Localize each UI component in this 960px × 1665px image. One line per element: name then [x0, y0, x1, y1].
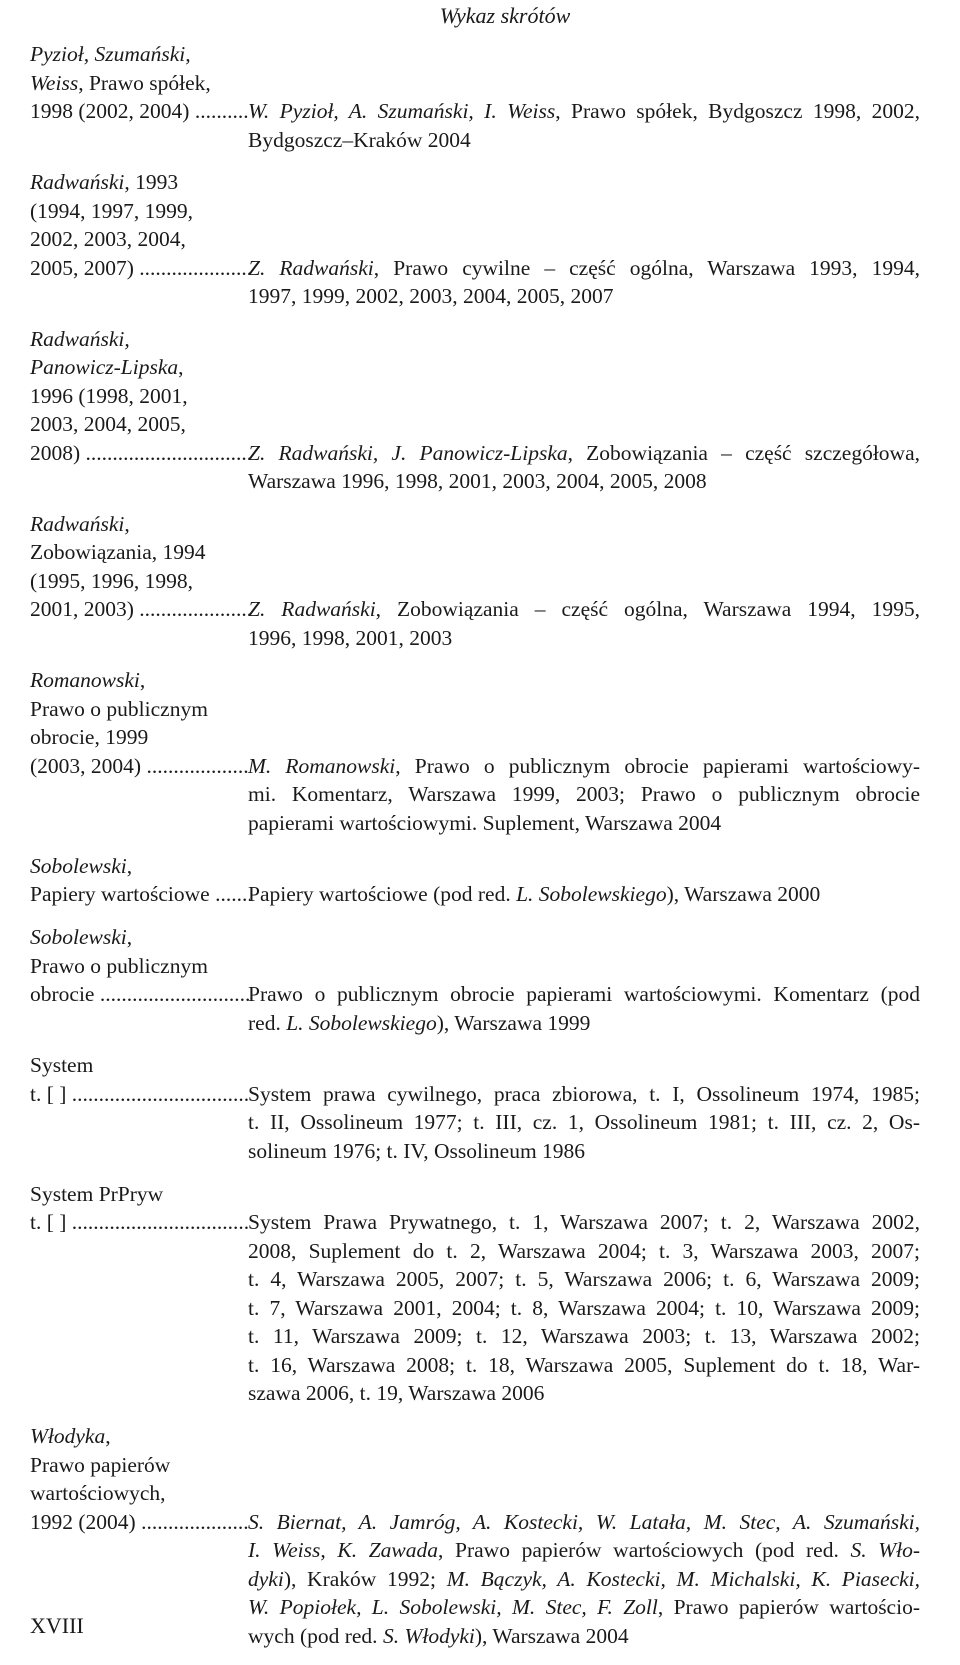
text-segment: , Zobowiązania – część ogólna, Warszawa 1994, 1995, — [375, 597, 920, 621]
header-title: Wykaz skrótów — [439, 3, 571, 28]
abbreviation-line — [30, 538, 250, 567]
description-line — [248, 1009, 920, 1038]
text-segment: wartościowych, — [30, 1481, 166, 1505]
abbreviation-line — [30, 880, 250, 909]
text-segment: System — [30, 1053, 94, 1077]
text-segment: t. 16, Warszawa 2008; t. 18, Warszawa 2005, Suplement do t. 18, War- — [248, 1352, 920, 1377]
text-segment: (1994, 1997, 1999, — [30, 198, 194, 223]
description-line — [248, 467, 920, 496]
description-line — [248, 1508, 920, 1537]
abbreviation-entry — [30, 40, 930, 154]
description-line — [248, 1080, 920, 1109]
abbreviation-line — [30, 1180, 250, 1209]
text-segment: , — [124, 511, 130, 536]
text-segment: L. Sobolewskiego — [286, 1010, 437, 1035]
text-segment: t. II, Ossolineum 1977; t. III, cz. 1, Ossolineum 1981; t. III, cz. 2, Os- — [248, 1110, 920, 1134]
description-line — [248, 1351, 920, 1380]
abbreviation-description — [248, 980, 920, 1037]
description-line — [248, 1322, 920, 1351]
abbreviation-entry — [30, 1051, 930, 1166]
abbreviation-line — [30, 225, 250, 254]
text-segment: Panowicz-Lipska — [30, 355, 179, 379]
abbreviation-line — [30, 40, 250, 69]
text-segment: 2002, 2003, 2004, — [30, 227, 186, 251]
text-segment: 1996 (1998, 2001, — [30, 383, 188, 408]
text-segment: Sobolewski — [30, 925, 127, 949]
abbreviation-line — [30, 410, 250, 439]
description-line — [248, 97, 920, 126]
abbreviation-line — [30, 852, 250, 881]
text-segment: Romanowski — [30, 668, 140, 692]
abbreviation-line — [30, 595, 250, 624]
abbreviation-entry — [30, 1422, 930, 1651]
description-line — [248, 1565, 920, 1594]
text-segment: , — [105, 1424, 111, 1448]
abbreviation-line — [30, 197, 250, 226]
description-line — [248, 282, 920, 311]
text-segment: ), Kraków 1992; — [283, 1566, 447, 1591]
text-segment: System Prawa Prywatnego, t. 1, Warszawa 2007; t. 2, Warszawa 2002, — [248, 1210, 920, 1234]
abbreviation-line — [30, 1051, 250, 1080]
description-line — [248, 254, 920, 283]
text-segment: M. Romanowski — [248, 753, 396, 778]
text-segment: , Zobowiązania – część szczegółowa, — [567, 440, 920, 465]
abbreviation-description — [248, 97, 920, 154]
text-segment: Bydgoszcz–Kraków 2004 — [248, 127, 471, 152]
description-line — [248, 1108, 920, 1137]
abbreviation-term — [30, 325, 250, 496]
abbreviation-line — [30, 439, 250, 468]
text-segment: szawa 2006, t. 19, Warszawa 2006 — [248, 1381, 545, 1405]
text-segment: Prawo papierów — [30, 1452, 171, 1477]
text-segment: dyki — [248, 1566, 284, 1591]
abbreviation-list — [30, 40, 930, 1665]
description-line — [248, 1294, 920, 1323]
description-line — [248, 126, 920, 155]
text-segment: ), Warszawa 2000 — [666, 882, 821, 906]
text-segment: M. Bączyk, A. Kostecki, M. Michalski, K. Piasecki, — [446, 1566, 921, 1591]
description-line — [248, 1593, 920, 1622]
abbreviation-line — [30, 723, 250, 752]
abbreviation-line — [30, 97, 250, 126]
text-segment: , 1993 — [124, 170, 179, 194]
text-segment: System PrPryw — [30, 1181, 164, 1206]
text-segment: , — [126, 925, 133, 949]
abbreviation-term — [30, 1180, 250, 1409]
abbreviation-line — [30, 353, 250, 382]
abbreviation-term — [30, 168, 250, 311]
text-segment: W. Popiołek, L. Sobolewski, M. Stec, F. Zoll — [248, 1595, 658, 1619]
abbreviation-term — [30, 923, 250, 1037]
abbreviation-entry — [30, 510, 930, 653]
abbreviation-term — [30, 40, 250, 154]
abbreviation-entry — [30, 168, 930, 311]
text-segment: Radwański, — [30, 326, 130, 351]
text-segment: wych (pod red. — [248, 1623, 383, 1648]
text-segment: , Prawo spółek, Bydgoszcz 1998, 2002, — [555, 99, 921, 123]
description-line — [248, 1265, 920, 1294]
text-segment: t. [ ] — [30, 1081, 67, 1106]
text-segment: Papiery wartościowe (pod red. — [248, 882, 517, 906]
abbreviation-entry — [30, 852, 930, 910]
description-line — [248, 439, 920, 468]
abbreviation-description — [248, 1080, 920, 1166]
text-segment: , — [139, 668, 146, 692]
text-segment: t. 7, Warszawa 2001, 2004; t. 8, Warszawa 2004; t. 10, Warszawa 2009; — [248, 1295, 920, 1320]
abbreviation-term — [30, 510, 250, 653]
abbreviation-line — [30, 923, 250, 952]
description-line — [248, 1237, 920, 1266]
text-segment: Papiery wartościowe — [30, 882, 210, 906]
text-segment: Prawo o publicznym — [30, 953, 208, 978]
abbreviation-line — [30, 69, 250, 98]
text-segment: Weiss — [30, 70, 79, 95]
text-segment: S. Biernat, A. Jamróg, A. Kostecki, W. Latała, M. Stec, A. Szumański, — [248, 1509, 920, 1534]
abbreviation-line — [30, 695, 250, 724]
description-line — [248, 1137, 920, 1166]
text-segment: , Prawo papierów wartościowych (pod red. — [438, 1538, 851, 1562]
text-segment: 1992 (2004) — [30, 1509, 136, 1534]
text-segment: 2001, 2003) — [30, 597, 134, 621]
text-segment: obrocie, 1999 — [30, 725, 149, 749]
text-segment: Z. Radwański, J. Panowicz-Lipska — [248, 440, 568, 465]
abbreviation-line — [30, 980, 250, 1009]
text-segment: , — [126, 853, 133, 878]
text-segment: , — [178, 355, 184, 379]
abbreviation-line — [30, 752, 250, 781]
text-segment: (2003, 2004) — [30, 753, 142, 778]
abbreviation-description — [248, 254, 920, 311]
text-segment: (1995, 1996, 1998, — [30, 568, 194, 593]
abbreviation-description — [248, 752, 920, 838]
description-line — [248, 1208, 920, 1237]
description-line — [248, 780, 920, 809]
description-line — [248, 809, 920, 838]
text-segment: papierami wartościowymi. Suplement, Warszawa 2004 — [248, 810, 722, 835]
description-line — [248, 980, 920, 1009]
text-segment: S. Włodyki — [382, 1623, 475, 1648]
abbreviation-line — [30, 666, 250, 695]
abbreviation-description — [248, 1508, 920, 1651]
abbreviation-line — [30, 1080, 250, 1109]
text-segment: L. Sobolewskiego — [516, 882, 667, 906]
text-segment: System prawa cywilnego, praca zbiorowa, t. I, Ossolineum 1974, 1985; — [248, 1081, 920, 1106]
text-segment: ), Warszawa 1999 — [436, 1010, 591, 1035]
abbreviation-line — [30, 1422, 250, 1451]
text-segment: t. 11, Warszawa 2009; t. 12, Warszawa 2003; t. 13, Warszawa 2002; — [248, 1324, 920, 1348]
text-segment: Radwański — [30, 511, 125, 536]
text-segment: solineum 1976; t. IV, Ossolineum 1986 — [248, 1138, 586, 1163]
text-segment: Prawo o publicznym — [30, 696, 208, 721]
abbreviation-entry — [30, 923, 930, 1037]
text-segment: 1996, 1998, 2001, 2003 — [248, 625, 453, 650]
abbreviation-line — [30, 1479, 250, 1508]
page-number: XVIII — [30, 1613, 84, 1638]
running-header — [0, 2, 960, 30]
text-segment: 2008) — [30, 440, 81, 465]
text-segment: obrocie — [30, 982, 95, 1006]
abbreviation-line — [30, 567, 250, 596]
text-segment: Włodyka — [30, 1424, 106, 1448]
description-line — [248, 1622, 920, 1651]
text-segment: Sobolewski — [30, 853, 127, 878]
text-segment: 2005, 2007) — [30, 255, 134, 280]
text-segment: 2003, 2004, 2005, — [30, 412, 186, 436]
text-segment: Radwański — [30, 170, 125, 194]
text-segment: Prawo o publicznym obrocie papierami wartościowymi. Komentarz (pod — [248, 982, 920, 1006]
abbreviation-description — [248, 1208, 920, 1408]
text-segment: S. Wło- — [850, 1538, 921, 1562]
text-segment: , Prawo cywilne – część ogólna, Warszawa 1993, 1994, — [373, 255, 920, 280]
description-line — [248, 595, 920, 624]
text-segment: t. [ ] — [30, 1210, 67, 1234]
abbreviation-description — [248, 595, 920, 652]
text-segment: Pyzioł, Szumański, — [30, 42, 191, 66]
description-line — [248, 1536, 920, 1565]
abbreviation-line — [30, 952, 250, 981]
text-segment: 2008, Suplement do t. 2, Warszawa 2004; t. 3, Warszawa 2003, 2007; — [248, 1238, 920, 1263]
abbreviation-line — [30, 254, 250, 283]
abbreviation-term — [30, 1051, 250, 1166]
abbreviation-line — [30, 382, 250, 411]
abbreviation-term — [30, 852, 250, 910]
abbreviation-description — [248, 880, 920, 909]
text-segment: 1998 (2002, 2004) — [30, 99, 190, 123]
abbreviation-line — [30, 325, 250, 354]
abbreviation-line — [30, 1508, 250, 1537]
abbreviation-line — [30, 168, 250, 197]
description-line — [248, 1379, 920, 1408]
text-segment: t. 4, Warszawa 2005, 2007; t. 5, Warszawa 2006; t. 6, Warszawa 2009; — [248, 1267, 920, 1291]
abbreviation-entry — [30, 666, 930, 838]
abbreviation-description — [248, 439, 920, 496]
text-segment: Zobowiązania, 1994 — [30, 540, 206, 564]
text-segment: red. — [248, 1010, 287, 1035]
abbreviation-term — [30, 666, 250, 838]
text-segment: I. Weiss, K. Zawada — [248, 1538, 438, 1562]
abbreviation-entry — [30, 325, 930, 496]
text-segment: Z. Radwański — [248, 255, 374, 280]
description-line — [248, 752, 920, 781]
abbreviation-entry — [30, 1180, 930, 1409]
abbreviation-line — [30, 1451, 250, 1480]
description-line — [248, 880, 920, 909]
text-segment: Warszawa 1996, 1998, 2001, 2003, 2004, 2005, 2008 — [248, 469, 707, 493]
text-segment: , Prawo spółek, — [78, 70, 211, 95]
abbreviation-line — [30, 510, 250, 539]
text-segment: Z. Radwański — [248, 597, 376, 621]
abbreviation-line — [30, 1208, 250, 1237]
text-segment: , Prawo o publicznym obrocie papierami wartościowy- — [395, 753, 921, 778]
description-line — [248, 624, 920, 653]
text-segment: mi. Komentarz, Warszawa 1999, 2003; Prawo o publicznym obrocie — [248, 782, 920, 806]
text-segment: 1997, 1999, 2002, 2003, 2004, 2005, 2007 — [248, 284, 614, 308]
text-segment: ), Warszawa 2004 — [474, 1623, 629, 1648]
text-segment: W. Pyzioł, A. Szumański, I. Weiss — [248, 99, 556, 123]
text-segment: , Prawo papierów wartościo- — [657, 1595, 920, 1619]
